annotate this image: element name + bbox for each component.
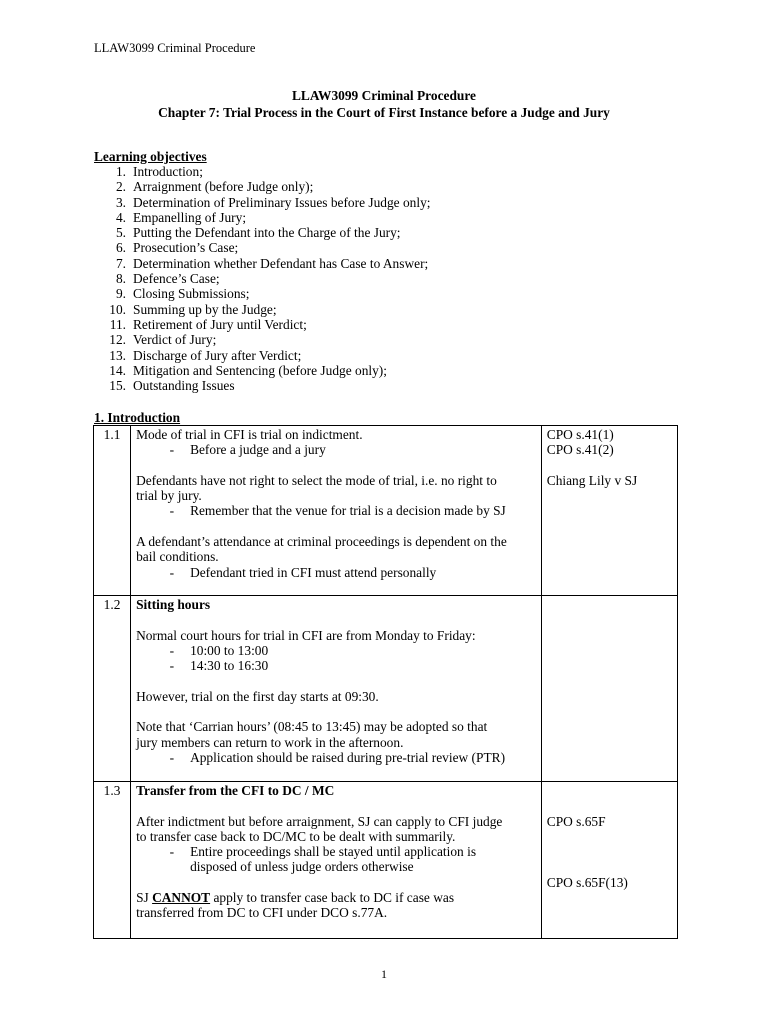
dash-marker: - xyxy=(169,749,175,765)
row-body xyxy=(131,782,542,939)
list-item-text: Closing Submissions; xyxy=(133,286,250,302)
statute-reference: CPO s.41(2) xyxy=(546,442,614,458)
list-item-number: 10. xyxy=(109,301,126,317)
row-body xyxy=(131,426,542,596)
list-item xyxy=(94,317,431,332)
body-line: Note that ‘Carrian hours’ (08:45 to 13:45) may be adopted so that xyxy=(136,719,488,735)
bullet-text: Before a judge and a jury xyxy=(190,442,326,458)
running-header: LLAW3099 Criminal Procedure xyxy=(94,41,256,55)
list-item xyxy=(94,363,431,378)
emphasis-text: CANNOT xyxy=(152,890,211,906)
body-line: Normal court hours for trial in CFI are from Monday to Friday: xyxy=(136,627,476,643)
list-item-text: Determination of Preliminary Issues before Judge only; xyxy=(133,194,431,210)
list-item xyxy=(94,348,431,363)
row-references xyxy=(541,782,677,939)
bullet-item xyxy=(136,643,536,658)
body-line: transferred from DC to CFI under DCO s.77A. xyxy=(136,905,388,921)
statute-reference: CPO s.65F(13) xyxy=(546,874,628,890)
bullet-item xyxy=(136,442,536,457)
body-line: Defendants have not right to select the mode of trial, i.e. no right to xyxy=(136,472,497,488)
row-references xyxy=(541,596,677,782)
bullet-text: 14:30 to 16:30 xyxy=(190,658,269,674)
list-item-number: 1. xyxy=(115,164,126,179)
list-item xyxy=(94,164,431,179)
body-line: A defendant’s attendance at criminal proceedings is dependent on the xyxy=(136,534,507,550)
list-item xyxy=(94,256,431,271)
case-reference: Chiang Lily v SJ xyxy=(546,472,638,488)
body-line: jury members can return to work in the afternoon. xyxy=(136,734,404,750)
dash-marker: - xyxy=(169,503,175,519)
list-item-number: 14. xyxy=(109,362,126,378)
dash-marker: - xyxy=(169,564,175,580)
bullet-text: Defendant tried in CFI must attend personally xyxy=(190,564,437,580)
list-item-number: 12. xyxy=(109,332,126,348)
row-references xyxy=(541,426,677,596)
bullet-item-continued xyxy=(136,859,536,874)
introduction-table xyxy=(93,425,678,939)
bullet-text: Remember that the venue for trial is a decision made by SJ xyxy=(190,503,506,519)
bullet-text: Application should be raised during pre-trial review (PTR) xyxy=(190,749,506,765)
bullet-text: Entire proceedings shall be stayed until application is xyxy=(190,844,477,860)
list-item xyxy=(94,302,431,317)
row-heading: Sitting hours xyxy=(136,597,211,612)
list-item xyxy=(94,378,431,393)
list-item xyxy=(94,195,431,210)
list-item-number: 13. xyxy=(109,347,126,363)
body-line: trial by jury. xyxy=(136,488,202,504)
list-item xyxy=(94,240,431,255)
table-row xyxy=(94,426,678,596)
list-item-text: Summing up by the Judge; xyxy=(133,301,277,317)
dash-marker: - xyxy=(169,844,175,860)
list-item-text: Discharge of Jury after Verdict; xyxy=(133,347,302,363)
text-run: SJ xyxy=(136,890,153,906)
body-line xyxy=(136,890,536,905)
objectives-list xyxy=(94,164,431,393)
body-line: However, trial on the first day starts at 09:30. xyxy=(136,688,379,704)
dash-marker: - xyxy=(169,658,175,674)
table-row xyxy=(94,782,678,939)
list-item-text: Arraignment (before Judge only); xyxy=(133,179,314,195)
row-body xyxy=(131,596,542,782)
document-title xyxy=(0,87,768,121)
list-item-number: 3. xyxy=(115,194,126,210)
list-item-number: 2. xyxy=(115,179,126,195)
list-item xyxy=(94,332,431,347)
bullet-text: 10:00 to 13:00 xyxy=(190,642,269,658)
list-item-text: Verdict of Jury; xyxy=(133,332,217,348)
list-item-number: 5. xyxy=(115,225,126,241)
row-number: 1.3 xyxy=(94,782,131,939)
list-item-number: 4. xyxy=(115,209,126,225)
list-item xyxy=(94,271,431,286)
list-item xyxy=(94,179,431,194)
objectives-heading: Learning objectives xyxy=(94,149,207,164)
list-item-text: Determination whether Defendant has Case to Answer; xyxy=(133,255,429,271)
page-number: 1 xyxy=(381,967,387,981)
section-heading-introduction: 1. Introduction xyxy=(94,410,181,425)
list-item-number: 15. xyxy=(109,378,126,394)
list-item-number: 6. xyxy=(115,240,126,256)
body-line: After indictment but before arraignment, SJ can capply to CFI judge xyxy=(136,813,503,829)
table-row xyxy=(94,596,678,782)
list-item-text: Prosecution’s Case; xyxy=(133,240,239,256)
list-item xyxy=(94,286,431,301)
list-item-text: Defence’s Case; xyxy=(133,271,220,287)
row-heading: Transfer from the CFI to DC / MC xyxy=(136,783,335,798)
statute-reference: CPO s.65F xyxy=(546,813,606,829)
bullet-item xyxy=(136,844,536,859)
row-number: 1.2 xyxy=(94,596,131,782)
bullet-text: disposed of unless judge orders otherwise xyxy=(190,859,414,875)
title-line-course: LLAW3099 Criminal Procedure xyxy=(292,88,476,103)
list-item-text: Retirement of Jury until Verdict; xyxy=(133,316,307,332)
dash-marker: - xyxy=(169,442,175,458)
list-item-text: Introduction; xyxy=(133,164,203,179)
body-line: to transfer case back to DC/MC to be dealt with summarily. xyxy=(136,828,456,844)
bullet-item xyxy=(136,503,536,518)
body-line: Mode of trial in CFI is trial on indictment. xyxy=(136,427,363,442)
bullet-item xyxy=(136,750,536,765)
text-run: apply to transfer case back to DC if case was xyxy=(210,890,455,906)
row-number: 1.1 xyxy=(94,426,131,596)
list-item-text: Outstanding Issues xyxy=(133,378,235,394)
body-line: bail conditions. xyxy=(136,549,219,565)
list-item-text: Mitigation and Sentencing (before Judge only); xyxy=(133,362,387,378)
list-item xyxy=(94,210,431,225)
list-item-number: 8. xyxy=(115,271,126,287)
list-item-number: 7. xyxy=(115,255,126,271)
list-item-text: Empanelling of Jury; xyxy=(133,209,247,225)
list-item-text: Putting the Defendant into the Charge of the Jury; xyxy=(133,225,401,241)
list-item-number: 9. xyxy=(115,286,126,302)
list-item-number: 11. xyxy=(109,316,126,332)
dash-marker: - xyxy=(169,642,175,658)
bullet-item xyxy=(136,565,536,580)
title-line-chapter: Chapter 7: Trial Process in the Court of First Instance before a Judge and Jury xyxy=(158,105,610,120)
list-item xyxy=(94,225,431,240)
statute-reference: CPO s.41(1) xyxy=(546,427,614,442)
bullet-item xyxy=(136,658,536,673)
